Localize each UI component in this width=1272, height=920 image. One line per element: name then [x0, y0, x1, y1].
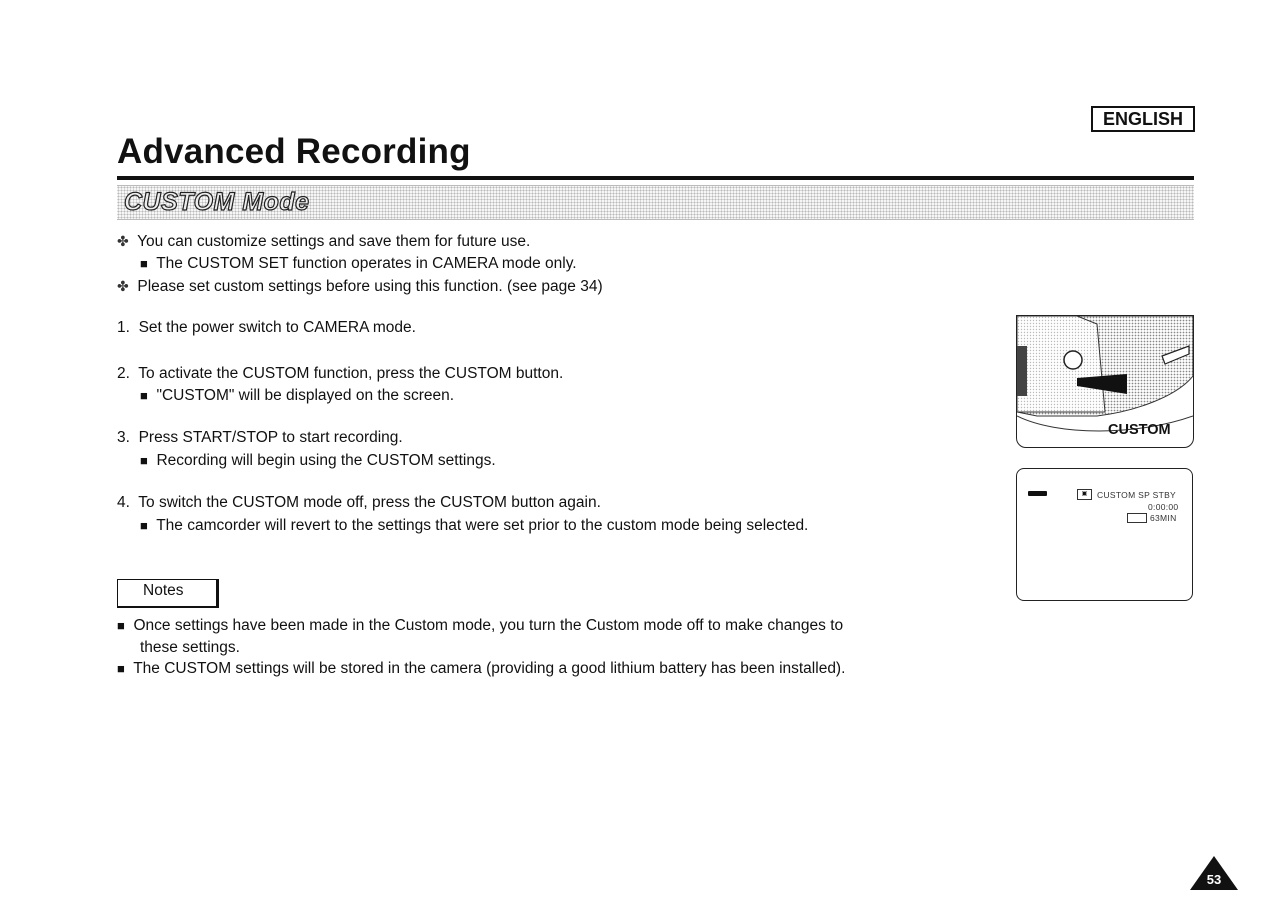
step-4 — [117, 494, 601, 512]
step-4-sub — [140, 517, 808, 535]
step-3 — [117, 429, 403, 447]
section-title: CUSTOM Mode — [124, 188, 310, 216]
step-1 — [117, 319, 416, 337]
lcd-remaining: 63MIN — [1150, 513, 1177, 523]
intro-text: Please set custom settings before using this function. (see page 34) — [137, 278, 603, 295]
battery-icon — [1028, 491, 1047, 496]
square-bullet-icon: ■ — [117, 661, 125, 676]
step-text: Set the power switch to CAMERA mode. — [138, 319, 416, 336]
step-3-sub — [140, 452, 496, 470]
square-bullet-icon: ■ — [117, 618, 125, 633]
step-subtext: Recording will begin using the CUSTOM settings. — [156, 452, 496, 469]
square-bullet-icon: ■ — [140, 388, 148, 403]
lcd-status-line — [1097, 490, 1176, 500]
step-2-sub — [140, 387, 454, 405]
custom-mode-icon: ▣ — [1077, 489, 1092, 500]
intro-line — [117, 232, 530, 251]
note-item — [117, 617, 843, 635]
intro-text: The CUSTOM SET function operates in CAMERA mode only. — [156, 255, 577, 272]
custom-button-label: CUSTOM — [1108, 422, 1171, 438]
square-bullet-icon: ■ — [140, 518, 148, 533]
title-rule — [117, 176, 1194, 180]
step-number: 4. — [117, 494, 130, 511]
note-text: The CUSTOM settings will be stored in the camera (providing a good lithium battery has been installed). — [133, 660, 846, 677]
page-number: 53 — [1206, 872, 1222, 887]
diamond-bullet-icon: ✤ — [117, 233, 129, 249]
step-subtext: The camcorder will revert to the settings that were set prior to the custom mode being selected. — [156, 517, 809, 534]
step-text: To switch the CUSTOM mode off, press the CUSTOM button again. — [138, 494, 601, 511]
step-number: 3. — [117, 429, 130, 446]
note-text: Once settings have been made in the Custom mode, you turn the Custom mode off to make changes to — [133, 617, 844, 634]
step-text: To activate the CUSTOM function, press the CUSTOM button. — [138, 365, 564, 382]
diamond-bullet-icon: ✤ — [117, 278, 129, 294]
notes-label: Notes — [143, 582, 184, 599]
intro-line — [117, 277, 603, 296]
square-bullet-icon: ■ — [140, 256, 148, 271]
page-title: Advanced Recording — [117, 132, 471, 171]
step-2 — [117, 365, 563, 383]
step-number: 1. — [117, 319, 130, 336]
page-number-badge — [1190, 856, 1238, 897]
lcd-status: STBY — [1152, 490, 1177, 500]
tape-icon — [1127, 513, 1147, 523]
lcd-mode: CUSTOM — [1097, 490, 1136, 500]
intro-line — [140, 255, 577, 273]
note-continuation: these settings. — [140, 639, 240, 656]
intro-text: You can customize settings and save them for future use. — [137, 233, 531, 250]
lcd-display — [1016, 468, 1193, 601]
note-item — [117, 660, 845, 678]
lcd-counter: 0:00:00 — [1148, 502, 1179, 512]
language-badge: ENGLISH — [1091, 106, 1195, 132]
square-bullet-icon: ■ — [140, 453, 148, 468]
lcd-speed: SP — [1138, 490, 1150, 500]
step-subtext: "CUSTOM" will be displayed on the screen. — [156, 387, 455, 404]
step-text: Press START/STOP to start recording. — [138, 429, 403, 446]
step-number: 2. — [117, 365, 130, 382]
